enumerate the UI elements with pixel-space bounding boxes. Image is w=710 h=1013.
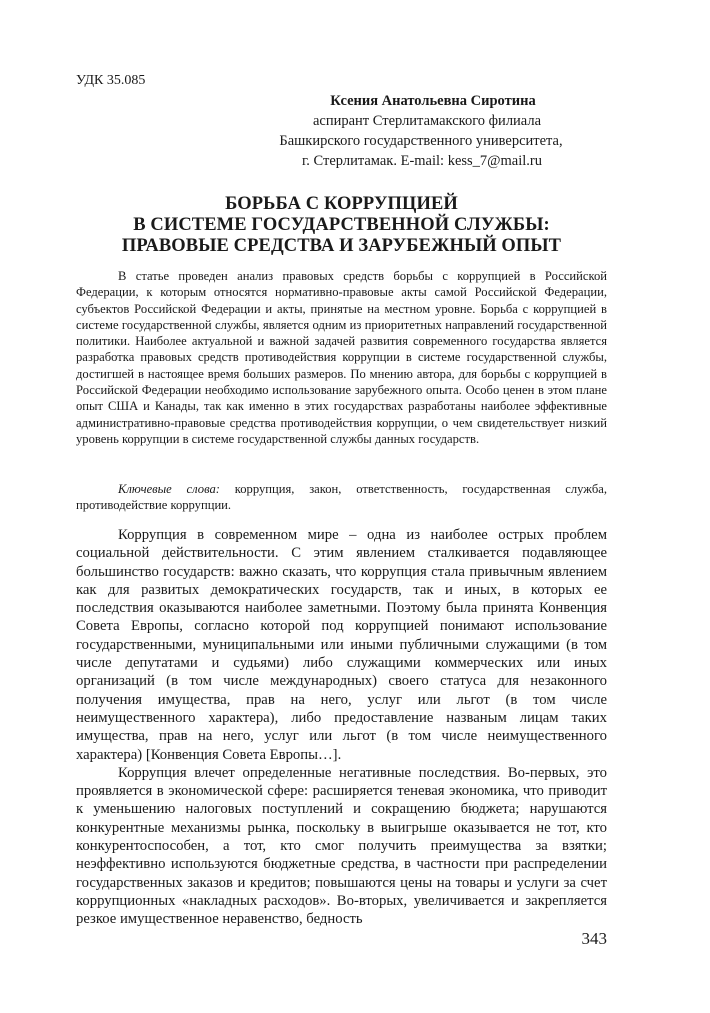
title-line-2: В СИСТЕМЕ ГОСУДАРСТВЕННОЙ СЛУЖБЫ: bbox=[133, 215, 550, 235]
author-position: аспирант Стерлитамакского филиала bbox=[312, 113, 542, 129]
article-body bbox=[76, 526, 607, 929]
article-title bbox=[76, 194, 607, 257]
udk-code: УДК 35.085 bbox=[76, 73, 146, 88]
keywords bbox=[76, 481, 607, 514]
page-number: 343 bbox=[581, 929, 607, 948]
title-line-3: ПРАВОВЫЕ СРЕДСТВА И ЗАРУБЕЖНЫЙ ОПЫТ bbox=[121, 236, 562, 256]
keywords-label: Ключевые слова: bbox=[118, 482, 220, 496]
author-name: Ксения Анатольевна Сиротина bbox=[330, 93, 536, 109]
body-paragraph-1: Коррупция в современном мире – одна из наиболее острых проблем социальной действительности. С этим явлением сталкивается подавляющее большинство государств: важно сказать, что коррупция стала привычным явлением как для развитых демократических государств, так и иных, в которых ее последствия оказываются наиболее заметными. Поэтому была принята Конвенция Совета Европы, согласно которой под коррупцией понимают использование государственными, муниципальными или иными публичными служащими (в том числе депутатами и судьями) либо служащими коммерческих или иных организаций (в том числе международных) своего статуса для незаконного получения имущества, прав на него, услуг или льгот (в том числе неимущественного характера), либо предоставление названым лицам таких имущества, прав на него, услуг или льгот (в том числе неимущественного характера) [Конвенция Совета Европы…]. bbox=[76, 527, 607, 763]
keywords-text: коррупция, закон, ответственность, государственная служба, противодействие коррупции. bbox=[76, 482, 607, 513]
journal-page bbox=[76, 0, 607, 1013]
title-line-1: БОРЬБА С КОРРУПЦИЕЙ bbox=[225, 194, 458, 214]
author-block bbox=[187, 91, 607, 171]
author-contacts: г. Стерлитамак. E-mail: kess_7@mail.ru bbox=[301, 153, 543, 169]
abstract: В статье проведен анализ правовых средств борьбы с коррупцией в Российской Федерации, к которым относятся нормативно-правовые акты самой Российской Федерации, субъектов Российской Федерации и акты, принятые на местном уровне. Борьба с коррупцией в системе государственной службы, является одним из приоритетных направлений государственной политики. Наиболее актуальной и важной задачей развития современного государства является разработка правовых средств противодействия коррупции в системе государственной службы, достигшей в настоящее время больших размеров. По мнению автора, для борьбы с коррупцией в Российской Федерации необходимо использование зарубежного опыта. Особо ценен в этом плане опыт США и Канады, так как именно в этих государствах разработаны наиболее эффективные административно-правовые средства противодействия коррупции, о чем свидетельствует низкий уровень коррупции в системе государственной службы данных государств. bbox=[76, 269, 607, 446]
body-paragraph-2: Коррупция влечет определенные негативные последствия. Во-первых, это проявляется в экономической сфере: расширяется теневая экономика, что приводит к уменьшению налоговых поступлений и сокращению бюджета; нарушаются конкурентные механизмы рынка, поскольку в выигрыше оказывается не тот, кто конкурентоспособен, а тот, кто смог получить преимущества за взятки; неэффективно используются бюджетные средства, в частности при распределении государственных заказов и кредитов; повышаются цены на товары и услуги за счет коррупционных «накладных расходов». Во-вторых, увеличивается и закрепляется резкое имущественное неравенство, бедность bbox=[76, 764, 607, 928]
author-university: Башкирского государственного университета, bbox=[279, 133, 563, 149]
